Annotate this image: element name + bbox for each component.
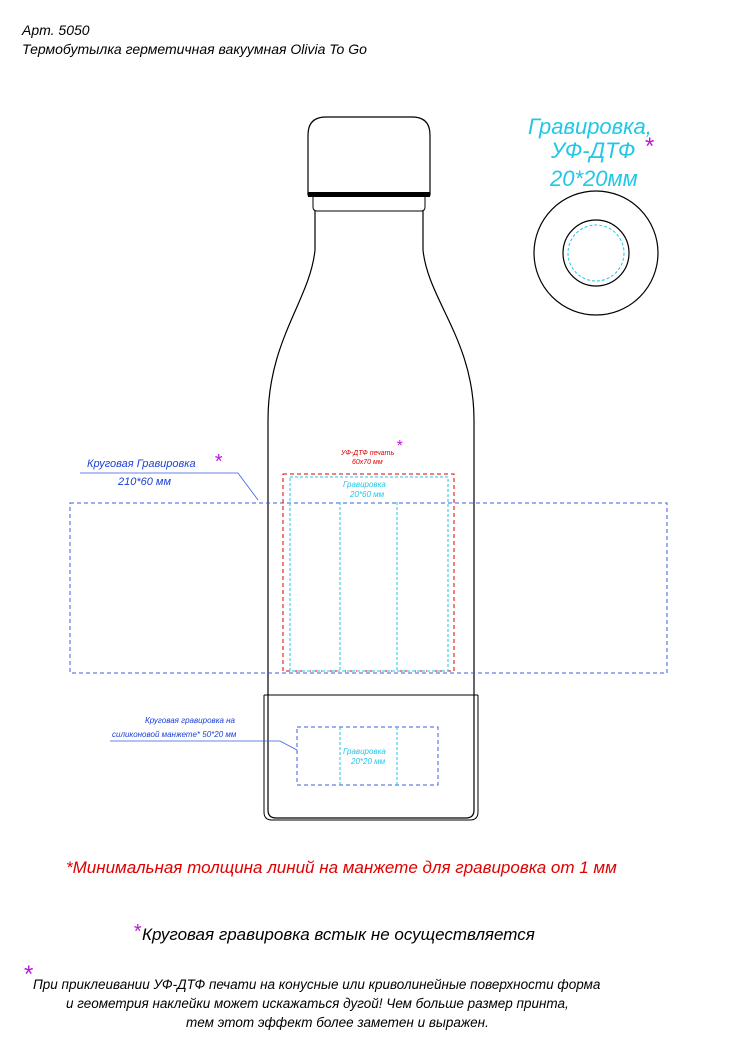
note-uv-line1: При приклеивании УФ-ДТФ печати на конусные или криволинейные поверхности форма (33, 977, 601, 992)
uv-area-size: 60х70 мм (352, 459, 383, 466)
wrap-area-label: Круговая Гравировка (87, 458, 196, 470)
cuff-area-label-line2: силиконовой манжете* 50*20 мм (112, 730, 237, 739)
cap-area-label-line2: УФ-ДТФ (551, 138, 636, 163)
bottle-cap (308, 117, 430, 195)
cuff-engrave-label: Гравировка (343, 747, 386, 756)
neck-ring (313, 197, 425, 211)
wrap-area-size: 210*60 мм (118, 476, 172, 488)
note-uv-line2: и геометрия наклейки может искажаться дугой! Чем больше размер принта, (66, 996, 569, 1011)
uv-area-star: * (396, 438, 403, 455)
engrave-area-label: Гравировка (343, 480, 386, 489)
note-min-line-width: *Минимальная толщина линий на манжете для гравировка от 1 мм (66, 858, 617, 877)
engrave-zone (290, 477, 448, 671)
note-wrap-seam: Круговая гравировка встык не осуществляется (142, 925, 535, 944)
wrap-area-star: * (214, 451, 222, 473)
wrap-engrave-zone (70, 503, 667, 673)
product-title: Термобутылка герметичная вакуумная Olivia To Go (22, 41, 367, 57)
cap-area-size: 20*20мм (550, 166, 638, 191)
uv-print-zone (283, 474, 454, 671)
cap-top-outer (534, 191, 658, 315)
cap-band (308, 192, 430, 197)
engrave-area-size: 20*60 мм (350, 490, 385, 499)
cuff-engrave-size: 20*20 мм (351, 757, 386, 766)
article-number: Арт. 5050 (22, 22, 90, 38)
cuff-leader (110, 741, 297, 750)
note-uv-line3: тем этот эффект более заметен и выражен. (186, 1015, 489, 1030)
cuff-engrave-zone (297, 727, 438, 785)
note-wrap-star: * (133, 921, 141, 943)
cap-area-star: * (644, 133, 654, 160)
uv-area-label: УФ-ДТФ печать (341, 450, 395, 457)
cuff-area-label-line1: Круговая гравировка на (145, 716, 235, 725)
note-uv-star: * (23, 961, 33, 988)
cuff-bottom (264, 812, 478, 820)
cap-engrave-zone (568, 225, 624, 281)
cap-area-label-line1: Гравировка, (528, 114, 652, 139)
cap-top-inner (563, 220, 629, 286)
